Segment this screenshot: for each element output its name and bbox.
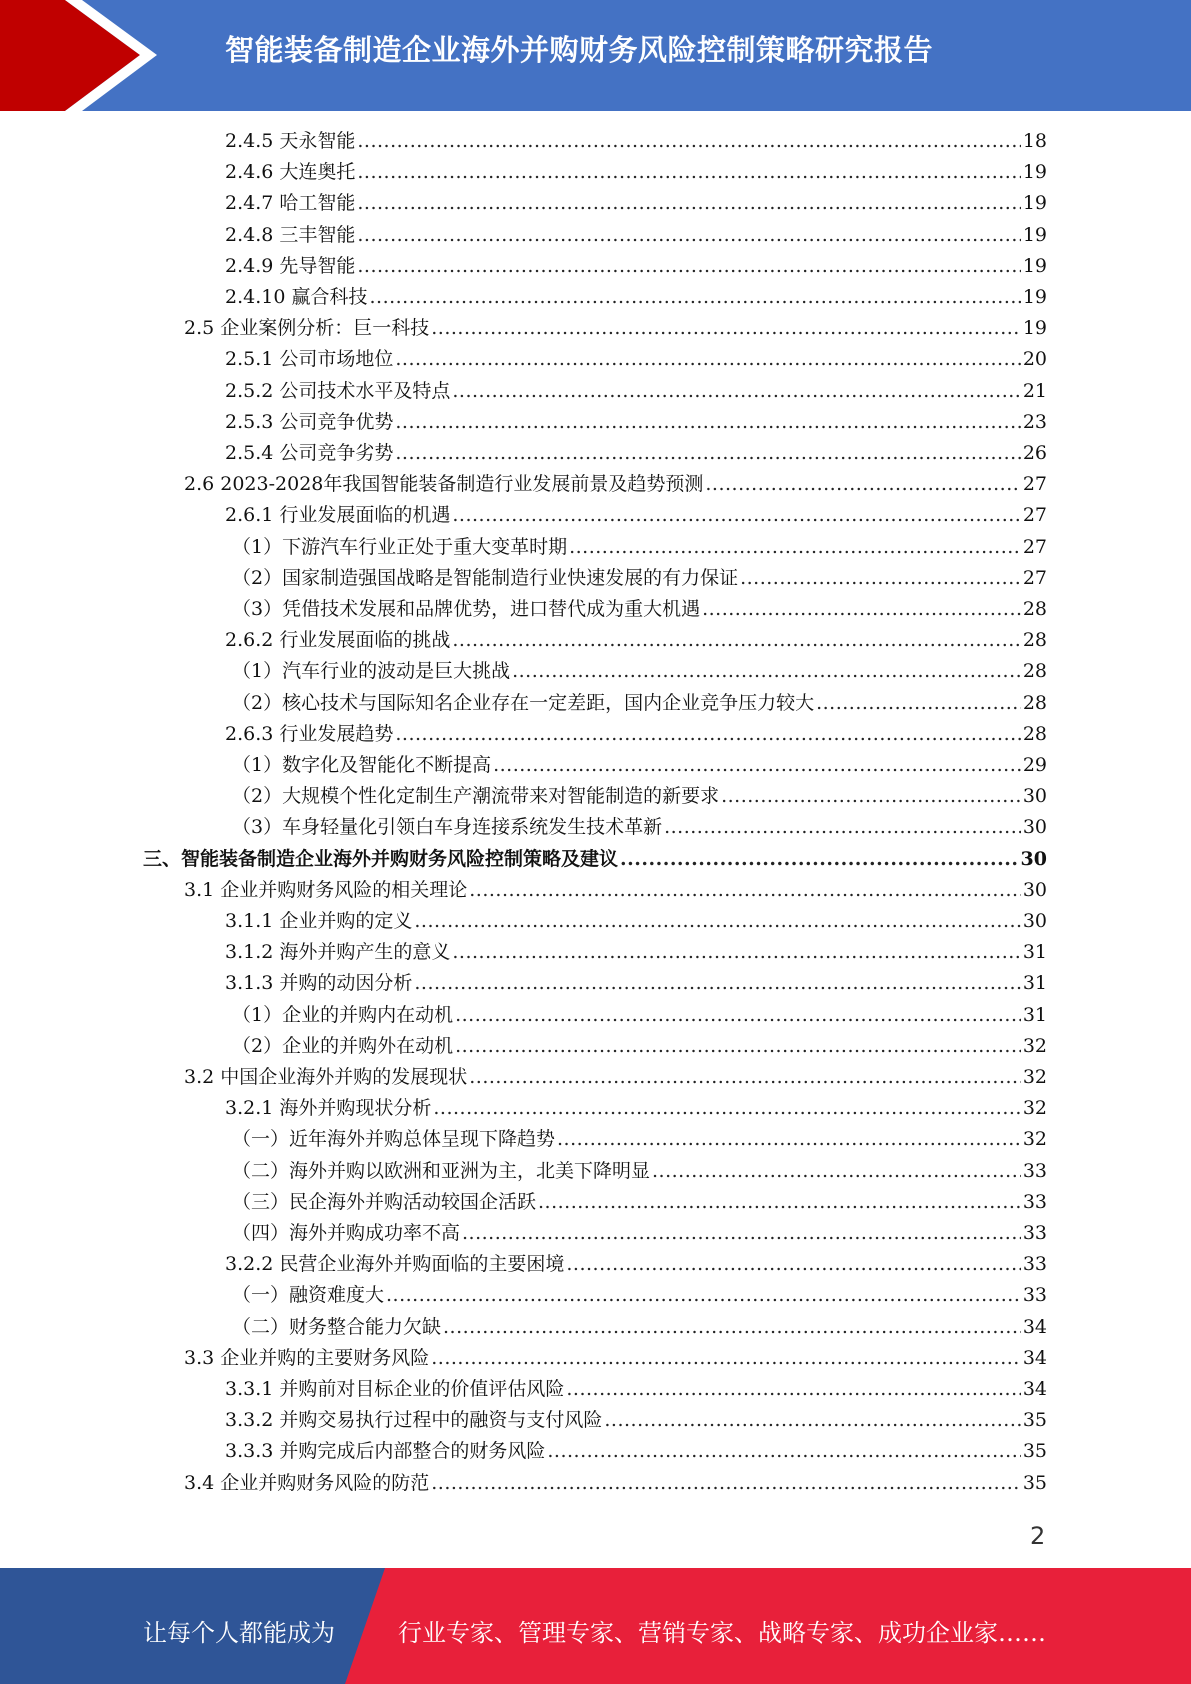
toc-leader-dots: [566, 1374, 1020, 1405]
toc-entry-page: 34: [1022, 1315, 1047, 1338]
toc-leader-dots: [547, 1436, 1020, 1467]
toc-entry-label: （一）近年海外并购总体呈现下降趋势: [232, 1128, 556, 1151]
toc-entry-label: 3.2.2 民营企业海外并购面临的主要困境: [225, 1253, 565, 1276]
toc-leader-dots: [357, 220, 1020, 251]
toc-entry[interactable]: [225, 1374, 1047, 1405]
toc-entry-page: 19: [1022, 286, 1047, 308]
toc-entry-label: （一）融资难度大: [232, 1284, 385, 1307]
toc-entry-label: 2.5.2 公司技术水平及特点: [225, 379, 451, 402]
toc-entry[interactable]: [232, 1312, 1047, 1343]
toc-leader-dots: [414, 968, 1020, 999]
toc-entry-label: 2.5.3 公司竞争优势: [225, 410, 394, 433]
toc-entry[interactable]: [225, 407, 1047, 438]
toc-leader-dots: [431, 313, 1021, 344]
toc-entry-page: 31: [1022, 1003, 1047, 1026]
toc-entry-label: 三、智能装备制造企业海外并购财务风险控制策略及建议: [143, 847, 619, 870]
toc-entry-label: 2.6.3 行业发展趋势: [225, 722, 394, 745]
toc-entry[interactable]: [225, 344, 1047, 375]
toc-entry[interactable]: [232, 1000, 1047, 1031]
toc-leader-dots: [664, 812, 1021, 843]
toc-entry[interactable]: [225, 1405, 1047, 1436]
toc-entry-label: 3.1 企业并购财务风险的相关理论: [184, 878, 468, 901]
toc-entry[interactable]: [232, 563, 1047, 594]
toc-entry-page: 23: [1022, 410, 1047, 433]
toc-entry[interactable]: [232, 1187, 1047, 1218]
toc-entry[interactable]: [225, 500, 1047, 531]
footer-slogan-right: 行业专家、管理专家、营销专家、战略专家、成功企业家……: [398, 1619, 1046, 1647]
toc-entry[interactable]: [225, 1249, 1047, 1280]
header-chevron-icon: [0, 0, 160, 111]
toc-entry-label: 3.3.1 并购前对目标企业的价值评估风险: [225, 1378, 565, 1400]
toc-entry[interactable]: [143, 844, 1047, 875]
page-header: [0, 0, 1191, 111]
toc-entry[interactable]: [225, 188, 1047, 219]
toc-entry-page: 30: [1022, 816, 1047, 839]
toc-entry-label: 3.3.2 并购交易执行过程中的融资与支付风险: [225, 1409, 603, 1432]
toc-entry-label: （2）企业的并购外在动机: [232, 1034, 454, 1057]
toc-entry-page: 26: [1022, 442, 1047, 464]
toc-entry-label: （2）大规模个性化定制生产潮流带来对智能制造的新要求: [232, 785, 720, 808]
toc-entry-label: 2.6.2 行业发展面临的挑战: [225, 629, 451, 652]
toc-entry[interactable]: [184, 1343, 1047, 1374]
toc-entry-label: 2.4.8 三丰智能: [225, 223, 356, 246]
toc-entry-page: 32: [1022, 1097, 1047, 1120]
toc-entry-page: 30: [1020, 847, 1047, 870]
toc-entry-page: 33: [1022, 1222, 1047, 1244]
toc-entry-page: 31: [1022, 972, 1047, 995]
toc-entry-label: 2.4.9 先导智能: [225, 254, 356, 277]
toc-leader-dots: [538, 1187, 1021, 1218]
toc-entry[interactable]: [225, 376, 1047, 407]
toc-leader-dots: [369, 282, 1020, 313]
toc-leader-dots: [433, 1093, 1020, 1124]
toc-leader-dots: [443, 1312, 1021, 1343]
toc-entry-page: 27: [1022, 504, 1047, 527]
toc-entry-page: 32: [1022, 1066, 1047, 1088]
toc-entry[interactable]: [225, 1436, 1047, 1467]
toc-entry[interactable]: [184, 313, 1047, 344]
toc-entry[interactable]: [232, 1031, 1047, 1062]
toc-entry-label: 2.4.10 赢合科技: [225, 286, 368, 308]
toc-entry-page: 35: [1022, 1440, 1047, 1463]
toc-entry[interactable]: [184, 1468, 1047, 1499]
toc-leader-dots: [357, 126, 1020, 157]
toc-entry-page: 33: [1022, 1284, 1047, 1307]
toc-entry-page: 30: [1022, 785, 1047, 808]
toc-entry-label: （1）企业的并购内在动机: [232, 1003, 454, 1026]
toc-entry-page: 35: [1022, 1409, 1047, 1432]
toc-entry-page: 34: [1022, 1378, 1047, 1400]
toc-entry-label: 2.5 企业案例分析：巨一科技: [184, 317, 430, 340]
toc-entry-label: 3.2.1 海外并购现状分析: [225, 1097, 432, 1120]
toc-entry-page: 31: [1022, 941, 1047, 964]
toc-entry-label: （二）财务整合能力欠缺: [232, 1315, 442, 1338]
toc-entry[interactable]: [225, 937, 1047, 968]
toc-leader-dots: [569, 532, 1021, 563]
toc-entry[interactable]: [232, 656, 1047, 687]
toc-entry[interactable]: [225, 625, 1047, 656]
toc-leader-dots: [620, 844, 1019, 875]
toc-entry-label: 2.4.5 天永智能: [225, 130, 356, 152]
toc-leader-dots: [705, 469, 1020, 500]
toc-entry[interactable]: [232, 1218, 1047, 1249]
toc-leader-dots: [357, 251, 1020, 282]
toc-entry-label: 2.5.4 公司竞争劣势: [225, 442, 394, 464]
toc-entry-page: 28: [1022, 722, 1047, 745]
toc-entry[interactable]: [225, 126, 1047, 157]
toc-entry-page: 27: [1022, 473, 1047, 496]
toc-entry[interactable]: [232, 1124, 1047, 1155]
toc-entry-page: 18: [1022, 130, 1047, 152]
toc-entry-page: 33: [1022, 1253, 1047, 1276]
toc-leader-dots: [702, 594, 1021, 625]
toc-leader-dots: [452, 625, 1020, 656]
toc-entry-label: 3.4 企业并购财务风险的防范: [184, 1471, 430, 1494]
toc-leader-dots: [395, 407, 1020, 438]
toc-leader-dots: [493, 750, 1021, 781]
toc-entry-label: 3.2 中国企业海外并购的发展现状: [184, 1066, 468, 1088]
toc-entry-page: 29: [1022, 754, 1047, 776]
toc-entry-label: （3）车身轻量化引领白车身连接系统发生技术革新: [232, 816, 663, 839]
toc-entry[interactable]: [232, 688, 1047, 719]
toc-leader-dots: [431, 1343, 1021, 1374]
toc-entry[interactable]: [225, 157, 1047, 188]
toc-entry[interactable]: [184, 875, 1047, 906]
toc-leader-dots: [452, 376, 1020, 407]
toc-entry-label: （1）汽车行业的波动是巨大挑战: [232, 660, 511, 683]
toc-entry-page: 30: [1022, 878, 1047, 901]
page-footer: [0, 1568, 1191, 1684]
toc-leader-dots: [469, 875, 1021, 906]
toc-leader-dots: [652, 1156, 1021, 1187]
toc-leader-dots: [469, 1062, 1021, 1093]
toc-entry[interactable]: [225, 220, 1047, 251]
toc-entry-page: 27: [1022, 566, 1047, 589]
toc-entry-page: 35: [1022, 1471, 1047, 1494]
report-title: 智能装备制造企业海外并购财务风险控制策略研究报告: [225, 33, 934, 67]
toc-entry[interactable]: [184, 1062, 1047, 1093]
toc-entry-label: 2.5.1 公司市场地位: [225, 348, 394, 371]
toc-entry[interactable]: [232, 1280, 1047, 1311]
toc-entry-label: 2.4.7 哈工智能: [225, 192, 356, 215]
toc-entry-page: 34: [1022, 1346, 1047, 1369]
toc-entry-page: 32: [1022, 1034, 1047, 1057]
toc-entry-page: 19: [1022, 317, 1047, 340]
toc-entry-label: （1）数字化及智能化不断提高: [232, 754, 492, 776]
toc-entry[interactable]: [225, 719, 1047, 750]
toc-leader-dots: [395, 344, 1020, 375]
toc-leader-dots: [455, 1031, 1021, 1062]
toc-entry[interactable]: [225, 438, 1047, 469]
toc-entry[interactable]: [225, 968, 1047, 999]
toc-entry-page: 32: [1022, 1128, 1047, 1151]
toc-entry-page: 27: [1022, 535, 1047, 558]
toc-entry-page: 33: [1022, 1159, 1047, 1182]
toc-entry-label: （四）海外并购成功率不高: [232, 1222, 461, 1244]
page-number: 2: [1030, 1522, 1046, 1550]
toc-entry-label: 2.6.1 行业发展面临的机遇: [225, 504, 451, 527]
toc-entry[interactable]: [225, 906, 1047, 937]
toc-leader-dots: [357, 157, 1020, 188]
toc-entry-page: 19: [1022, 192, 1047, 215]
toc-entry-label: （2）核心技术与国际知名企业存在一定差距，国内企业竞争压力较大: [232, 691, 815, 714]
toc-entry[interactable]: [232, 532, 1047, 563]
toc-leader-dots: [455, 1000, 1021, 1031]
toc-leader-dots: [395, 719, 1020, 750]
toc-entry-page: 28: [1022, 691, 1047, 714]
toc-entry-label: 3.1.3 并购的动因分析: [225, 972, 413, 995]
toc-entry-label: 2.6 2023-2028年我国智能装备制造行业发展前景及趋势预测: [184, 473, 704, 496]
toc-entry-page: 33: [1022, 1190, 1047, 1213]
toc-leader-dots: [566, 1249, 1020, 1280]
toc-entry-label: （3）凭借技术发展和品牌优势，进口替代成为重大机遇: [232, 598, 701, 620]
toc-leader-dots: [604, 1405, 1020, 1436]
toc-entry-page: 19: [1022, 223, 1047, 246]
toc-entry-label: （三）民企海外并购活动较国企活跃: [232, 1190, 537, 1213]
toc-leader-dots: [414, 906, 1020, 937]
toc-entry-label: 3.3 企业并购的主要财务风险: [184, 1346, 430, 1369]
toc-entry-label: 3.3.3 并购完成后内部整合的财务风险: [225, 1440, 546, 1463]
toc-leader-dots: [721, 781, 1021, 812]
toc-entry[interactable]: [232, 812, 1047, 843]
toc-leader-dots: [740, 563, 1021, 594]
toc-leader-dots: [431, 1468, 1021, 1499]
toc-leader-dots: [452, 500, 1020, 531]
toc-leader-dots: [357, 188, 1020, 219]
toc-leader-dots: [512, 656, 1021, 687]
toc-entry-page: 20: [1022, 348, 1047, 371]
toc-entry[interactable]: [232, 1156, 1047, 1187]
toc-entry[interactable]: [225, 251, 1047, 282]
toc-entry-label: 3.1.2 海外并购产生的意义: [225, 941, 451, 964]
toc-leader-dots: [816, 688, 1021, 719]
toc-entry[interactable]: [184, 469, 1047, 500]
toc-entry-page: 19: [1022, 254, 1047, 277]
toc-entry-label: （二）海外并购以欧洲和亚洲为主，北美下降明显: [232, 1159, 651, 1182]
toc-leader-dots: [452, 937, 1020, 968]
toc-entry-label: 3.1.1 企业并购的定义: [225, 910, 413, 932]
toc-entry-page: 28: [1022, 598, 1047, 620]
toc-entry[interactable]: [232, 594, 1047, 625]
toc-entry-page: 30: [1022, 910, 1047, 932]
toc-entry-label: （2）国家制造强国战略是智能制造行业快速发展的有力保证: [232, 566, 739, 589]
toc-entry-page: 28: [1022, 660, 1047, 683]
toc-entry-page: 19: [1022, 161, 1047, 184]
footer-slogan-left: 让每个人都能成为: [143, 1619, 335, 1647]
toc-entry-page: 21: [1022, 379, 1047, 402]
toc-entry[interactable]: [232, 781, 1047, 812]
toc-leader-dots: [395, 438, 1020, 469]
toc-entry-page: 28: [1022, 629, 1047, 652]
toc-leader-dots: [386, 1280, 1021, 1311]
toc-entry-label: （1）下游汽车行业正处于重大变革时期: [232, 535, 568, 558]
toc-entry-label: 2.4.6 大连奥托: [225, 161, 356, 184]
toc-entry[interactable]: [225, 1093, 1047, 1124]
toc-entry[interactable]: [225, 282, 1047, 313]
toc-leader-dots: [462, 1218, 1021, 1249]
toc-leader-dots: [557, 1124, 1021, 1155]
toc-entry[interactable]: [232, 750, 1047, 781]
